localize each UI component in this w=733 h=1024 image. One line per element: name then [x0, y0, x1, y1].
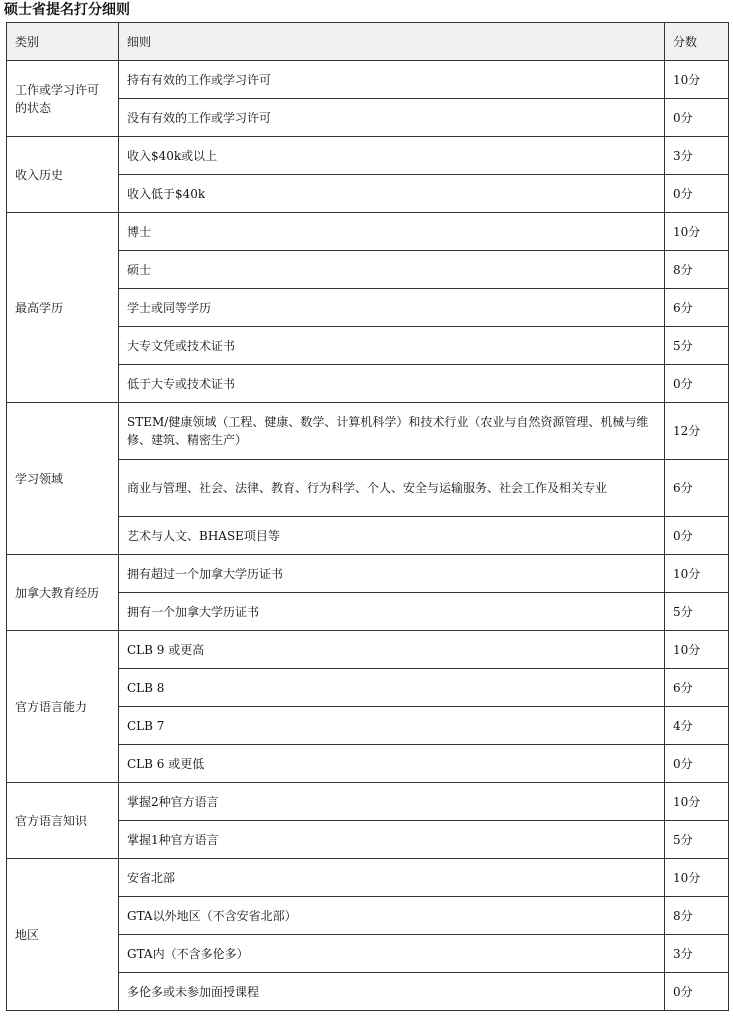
score-cell: 3分 [665, 137, 729, 175]
table-row [7, 859, 729, 897]
category-cell: 最高学历 [7, 213, 119, 403]
detail-cell: 学士或同等学历 [119, 289, 665, 327]
score-cell: 10分 [665, 555, 729, 593]
page-title: 硕士省提名打分细则 [4, 2, 130, 18]
score-cell: 0分 [665, 973, 729, 1011]
detail-cell: CLB 7 [119, 707, 665, 745]
score-cell: 6分 [665, 460, 729, 517]
detail-cell: 收入$40k或以上 [119, 137, 665, 175]
score-cell: 12分 [665, 403, 729, 460]
detail-cell: 商业与管理、社会、法律、教育、行为科学、个人、安全与运输服务、社会工作及相关专业 [119, 460, 665, 517]
score-cell: 5分 [665, 593, 729, 631]
table-row [7, 403, 729, 460]
category-cell: 加拿大教育经历 [7, 555, 119, 631]
table-row [7, 213, 729, 251]
score-cell: 10分 [665, 213, 729, 251]
score-cell: 0分 [665, 365, 729, 403]
score-cell: 6分 [665, 669, 729, 707]
table-row [7, 137, 729, 175]
category-cell: 官方语言知识 [7, 783, 119, 859]
table-body [7, 61, 729, 1011]
score-cell: 0分 [665, 745, 729, 783]
detail-cell: 博士 [119, 213, 665, 251]
category-cell: 工作或学习许可的状态 [7, 61, 119, 137]
detail-cell: 多伦多或未参加面授课程 [119, 973, 665, 1011]
category-cell: 收入历史 [7, 137, 119, 213]
detail-cell: CLB 9 或更高 [119, 631, 665, 669]
score-cell: 10分 [665, 859, 729, 897]
detail-cell: 没有有效的工作或学习许可 [119, 99, 665, 137]
category-cell: 官方语言能力 [7, 631, 119, 783]
score-cell: 5分 [665, 327, 729, 365]
score-cell: 5分 [665, 821, 729, 859]
score-cell: 10分 [665, 61, 729, 99]
detail-cell: 持有有效的工作或学习许可 [119, 61, 665, 99]
score-cell: 10分 [665, 631, 729, 669]
detail-cell: 艺术与人文、BHASE项目等 [119, 517, 665, 555]
table-row [7, 555, 729, 593]
detail-cell: GTA以外地区（不含安省北部） [119, 897, 665, 935]
detail-cell: 掌握2种官方语言 [119, 783, 665, 821]
detail-cell: 掌握1种官方语言 [119, 821, 665, 859]
detail-cell: CLB 8 [119, 669, 665, 707]
header-detail: 细则 [119, 23, 665, 61]
table-row [7, 61, 729, 99]
detail-cell: 低于大专或技术证书 [119, 365, 665, 403]
table-header-row [7, 23, 729, 61]
detail-cell: GTA内（不含多伦多） [119, 935, 665, 973]
category-cell: 学习领域 [7, 403, 119, 555]
header-score: 分数 [665, 23, 729, 61]
detail-cell: 安省北部 [119, 859, 665, 897]
detail-cell: 收入低于$40k [119, 175, 665, 213]
detail-cell: 拥有一个加拿大学历证书 [119, 593, 665, 631]
table-row [7, 631, 729, 669]
scoring-table [6, 22, 729, 1011]
detail-cell: 拥有超过一个加拿大学历证书 [119, 555, 665, 593]
score-cell: 0分 [665, 175, 729, 213]
header-category: 类别 [7, 23, 119, 61]
score-cell: 10分 [665, 783, 729, 821]
score-cell: 0分 [665, 99, 729, 137]
table-row [7, 783, 729, 821]
score-cell: 8分 [665, 897, 729, 935]
detail-cell: 大专文凭或技术证书 [119, 327, 665, 365]
score-cell: 0分 [665, 517, 729, 555]
detail-cell: STEM/健康领域（工程、健康、数学、计算机科学）和技术行业（农业与自然资源管理、机械与维修、建筑、精密生产） [119, 403, 665, 460]
score-cell: 3分 [665, 935, 729, 973]
score-cell: 6分 [665, 289, 729, 327]
category-cell: 地区 [7, 859, 119, 1011]
detail-cell: 硕士 [119, 251, 665, 289]
score-cell: 8分 [665, 251, 729, 289]
detail-cell: CLB 6 或更低 [119, 745, 665, 783]
score-cell: 4分 [665, 707, 729, 745]
